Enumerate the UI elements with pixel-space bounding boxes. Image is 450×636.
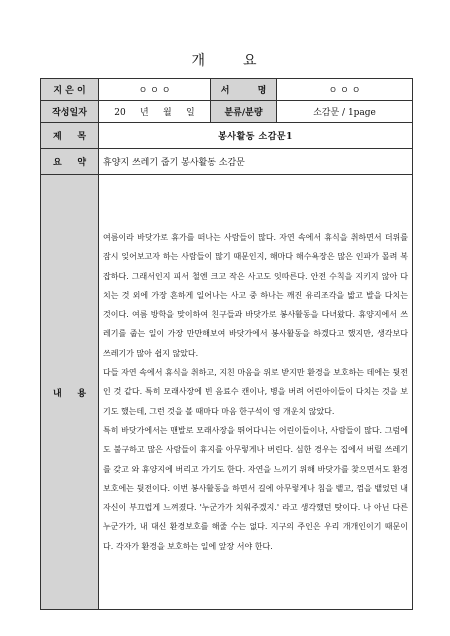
author-value[interactable]: ㅇ ㅇ ㅇ [99,79,211,101]
content-paragraph-1: 여름이라 바닷가로 휴가를 떠나는 사람들이 많다. 자연 속에서 휴식을 취하면서 더위를 잠시 잊어보고자 하는 사람들이 많기 때문인지, 해마다 해수욕장은 많은 인파가 몰려 복잡하다. 그래서인지 피서 철엔 크고 작은 사고도 잇따른다. 안전 수칙을 지키지 않아 다치는 것 외에 가장 흔하게 일어나는 사고 중 하나는 깨진 유리조각을 밟고 발을 다치는 것이다. 여름 방학을 맞이하여 친구들과 바닷가로 봉사활동을 다녀왔다. 휴양지에서 쓰레기를 줍는 일이 가장 만만해보여 바닷가에서 봉사활동을 하겠다고 했지만, 생각보다 쓰레기가 많아 쉽지 않았다. [103,232,408,358]
overview-form [40,78,413,610]
summary-label: 요 약 [41,149,99,175]
page-title [0,50,450,70]
content-label: 내 용 [41,175,99,610]
category-label: 분류/분량 [211,101,277,123]
subject-value[interactable]: 봉사활동 소감문1 [99,123,413,149]
category-value[interactable]: 소감문 / 1page [277,101,413,123]
content-row [41,175,413,610]
signature-label: 서 명 [211,79,277,101]
summary-row [41,149,413,175]
content-paragraph-3: 특히 바닷가에서는 맨발로 모래사장을 뛰어다니는 어린이들이나, 사람들이 많다. 그럼에도 불구하고 많은 사람들이 휴지를 아무렇게나 버린다. 심한 경우는 집에서 버릴 쓰레기를 갖고 와 휴양지에 버리고 가기도 한다. 자연을 느끼기 위해 바닷가를 찾으면서도 환경보호에는 뒷전이다. 이번 봉사활동을 하면서 길에 아무렇게나 침을 뱉고, 껌을 뱉었던 내 자신이 부끄럽게 느껴졌다. '누군가가 치워주겠지.' 라고 생각했던 탓이다. 나 아닌 다른 누군가가, 내 대신 환경보호를 해줄 수는 없다. 지구의 주인은 우리 개개인이기 때문이다. 각자가 환경을 보호하는 일에 앞장 서야 한다. [103,425,408,551]
subject-row [41,123,413,149]
date-row [41,101,413,123]
date-value[interactable]: 20 년 월 일 [99,101,211,123]
author-label: 지 은 이 [41,79,99,101]
summary-value[interactable]: 휴양지 쓰레기 줍기 봉사활동 소감문 [99,149,413,175]
signature-value[interactable]: ㅇ ㅇ ㅇ [277,79,413,101]
date-label: 작성일자 [41,101,99,123]
page-title-char-1: 개 [191,53,207,69]
subject-label: 제 목 [41,123,99,149]
content-paragraph-2: 다들 자연 속에서 휴식을 취하고, 지친 마음을 위로 받지만 환경을 보호하는 데에는 뒷전인 것 같다. 특히 모래사장에 빈 음료수 캔이나, 병을 버려 어린아이들이 다치는 것을 보기도 했는데, 그런 것을 볼 때마다 마음 한구석이 영 개운치 않았다. [103,368,408,416]
content-body[interactable] [99,175,413,610]
page-title-char-2: 요 [243,53,259,69]
author-row [41,79,413,101]
